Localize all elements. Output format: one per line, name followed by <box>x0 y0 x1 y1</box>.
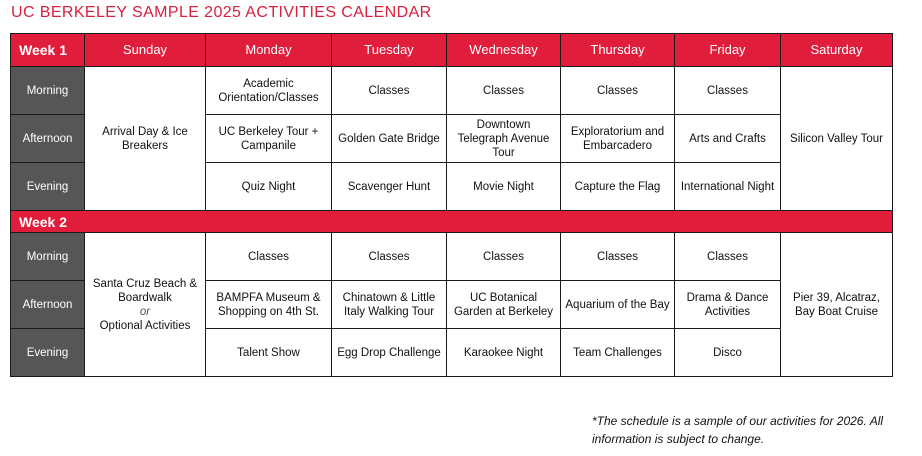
day-header-monday: Monday <box>206 34 332 67</box>
week1-sunday-cell: Arrival Day & Ice Breakers <box>85 67 206 211</box>
week2-morning-row <box>11 233 893 281</box>
activity-cell: Egg Drop Challenge <box>332 329 447 377</box>
activity-cell: Classes <box>447 67 561 115</box>
activity-cell: Classes <box>561 67 675 115</box>
week1-morning-row <box>11 67 893 115</box>
activity-cell: Classes <box>675 67 781 115</box>
activity-cell: UC Berkeley Tour + Campanile <box>206 115 332 163</box>
week1-header-row <box>11 34 893 67</box>
day-header-sunday: Sunday <box>85 34 206 67</box>
week2-header-row <box>11 211 893 233</box>
day-header-friday: Friday <box>675 34 781 67</box>
activity-cell: Quiz Night <box>206 163 332 211</box>
activity-cell: Classes <box>675 233 781 281</box>
week2-label: Week 2 <box>11 211 893 233</box>
activity-cell: Exploratorium and Embarcadero <box>561 115 675 163</box>
period-label-morning: Morning <box>11 233 85 281</box>
activity-cell: Academic Orientation/Classes <box>206 67 332 115</box>
activities-calendar <box>10 33 893 377</box>
activity-cell: Golden Gate Bridge <box>332 115 447 163</box>
period-label-morning: Morning <box>11 67 85 115</box>
activity-cell: Talent Show <box>206 329 332 377</box>
schedule-footnote: *The schedule is a sample of our activities for 2026. All information is subject to change. <box>592 414 884 446</box>
day-header-thursday: Thursday <box>561 34 675 67</box>
activity-cell: Chinatown & Little Italy Walking Tour <box>332 281 447 329</box>
activity-cell: Drama & Dance Activities <box>675 281 781 329</box>
activity-cell: Scavenger Hunt <box>332 163 447 211</box>
activity-cell: Aquarium of the Bay <box>561 281 675 329</box>
period-label-evening: Evening <box>11 329 85 377</box>
activity-cell: Classes <box>332 67 447 115</box>
week2-saturday-cell: Pier 39, Alcatraz, Bay Boat Cruise <box>781 233 893 377</box>
period-label-afternoon: Afternoon <box>11 281 85 329</box>
activity-cell: Team Challenges <box>561 329 675 377</box>
day-header-saturday: Saturday <box>781 34 893 67</box>
activity-cell: BAMPFA Museum & Shopping on 4th St. <box>206 281 332 329</box>
period-label-evening: Evening <box>11 163 85 211</box>
activity-cell: Downtown Telegraph Avenue Tour <box>447 115 561 163</box>
period-label-afternoon: Afternoon <box>11 115 85 163</box>
week2-sunday-or: or <box>139 305 151 318</box>
activity-cell: UC Botanical Garden at Berkeley <box>447 281 561 329</box>
activity-cell: Disco <box>675 329 781 377</box>
day-header-wednesday: Wednesday <box>447 34 561 67</box>
activity-cell: Arts and Crafts <box>675 115 781 163</box>
activity-cell: Capture the Flag <box>561 163 675 211</box>
activity-cell: Movie Night <box>447 163 561 211</box>
activity-cell: Karaokee Night <box>447 329 561 377</box>
week2-sunday-option-2: Optional Activities <box>99 319 191 332</box>
week1-label: Week 1 <box>11 34 85 67</box>
activity-cell: Classes <box>332 233 447 281</box>
day-header-tuesday: Tuesday <box>332 34 447 67</box>
activity-cell: Classes <box>447 233 561 281</box>
activity-cell: International Night <box>675 163 781 211</box>
activity-cell: Classes <box>561 233 675 281</box>
week1-saturday-cell: Silicon Valley Tour <box>781 67 893 211</box>
week2-sunday-cell <box>85 233 206 377</box>
activity-cell: Classes <box>206 233 332 281</box>
week2-sunday-option-1: Santa Cruz Beach & Boardwalk <box>92 277 198 304</box>
page-title: UC BERKELEY SAMPLE 2025 ACTIVITIES CALENDAR <box>11 4 432 21</box>
